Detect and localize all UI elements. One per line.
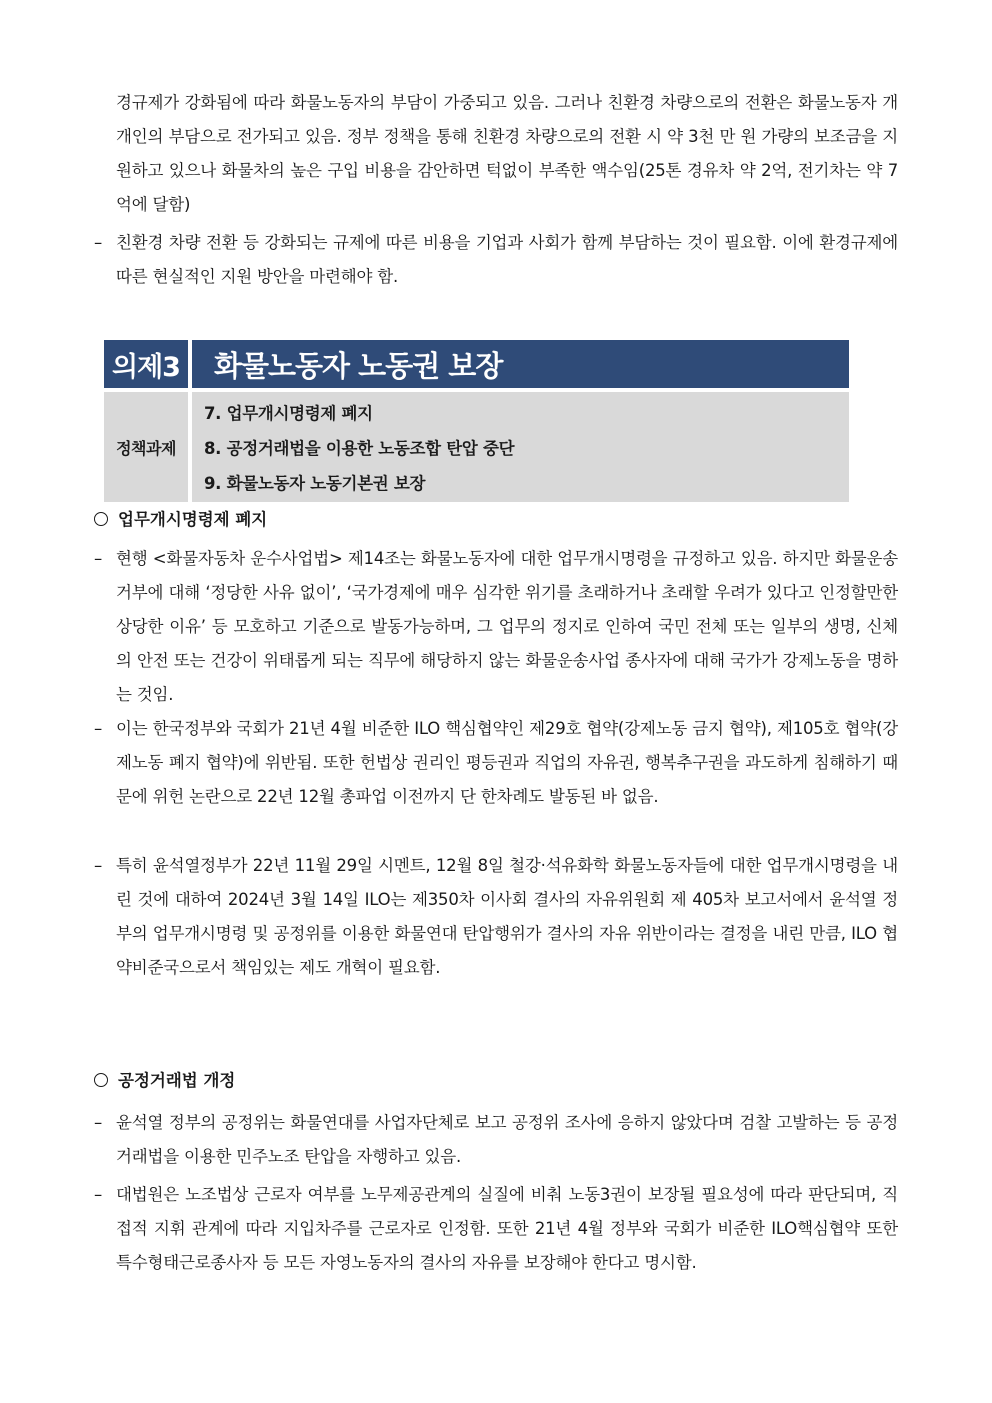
section-heading-text: 업무개시명령제 폐지 [118,510,268,529]
intro-bullet [94,226,898,294]
section-heading-2 [94,1066,235,1096]
policy-task-table [104,392,849,502]
dash-marker: – [94,1113,103,1132]
section1-bullet [94,712,898,814]
dash-marker: – [94,1185,103,1204]
section1-bullet [94,542,898,712]
policy-task-list [192,392,849,502]
circle-bullet-icon [94,512,108,526]
dash-marker: – [94,549,103,568]
section-heading-text: 공정거래법 개정 [118,1071,236,1090]
section1-bullet-text: 특히 윤석열정부가 22년 11월 29일 시멘트, 12월 8일 철강·석유화학 화물노동자들에 대한 업무개시명령을 내린 것에 대하여 2024년 3월 14일 ILO는 제350차 이사회 결사의 자유위원회 제 405차 보고서에서 윤석열 정부의 업무개시명령 및 공정위를 이용한 화물연대 탄압행위가 결사의 자유 위반이라는 결정을 내린 만큼, ILO 협약비준국으로서 책임있는 제도 개혁이 필요함. [116,856,898,977]
dash-marker: – [94,719,103,738]
policy-task-item: 7. 업무개시명령제 폐지 [204,404,373,423]
agenda-header [104,340,849,388]
agenda-number: 의제3 [104,340,188,388]
policy-task-item: 9. 화물노동자 노동기본권 보장 [204,474,426,493]
agenda-title: 화물노동자 노동권 보장 [192,340,849,388]
policy-task-label: 정책과제 [104,392,188,502]
section2-bullet [94,1106,898,1174]
section1-bullet-text: 이는 한국정부와 국회가 21년 4월 비준한 ILO 핵심협약인 제29호 협약(강제노동 금지 협약), 제105호 협약(강제노동 폐지 협약)에 위반됨. 또한 헌법상 권리인 평등권과 직업의 자유권, 행복추구권을 과도하게 침해하기 때문에 위헌 논란으로 22년 12월 총파업 이전까지 단 한차례도 발동된 바 없음. [116,719,898,806]
section1-bullet-text: 현행 <화물자동차 운수사업법> 제14조는 화물노동자에 대한 업무개시명령을 규정하고 있음. 하지만 화물운송 거부에 대해 ‘정당한 사유 없이’, ‘국가경제에 매우 심각한 위기를 초래하거나 초래할 우려가 있다고 인정할만한 상당한 이유’ 등 모호하고 기준으로 발동가능하며, 그 업무의 정지로 인하여 국민 전체 또는 일부의 생명, 신체의 안전 또는 건강이 위태롭게 되는 직무에 해당하지 않는 화물운송사업 종사자에 대해 국가가 강제노동을 명하는 것임. [116,549,898,704]
intro-continuation-paragraph: 경규제가 강화됨에 따라 화물노동자의 부담이 가중되고 있음. 그러나 친환경 차량으로의 전환은 화물노동자 개개인의 부담으로 전가되고 있음. 정부 정책을 통해 친환경 차량으로의 전환 시 약 3천 만 원 가량의 보조금을 지원하고 있으나 화물차의 높은 구입 비용을 감안하면 턱없이 부족한 액수임(25톤 경유차 약 2억, 전기차는 약 7억에 달함) [116,93,898,214]
section1-bullet [94,849,898,985]
section2-bullet-text: 윤석열 정부의 공정위는 화물연대를 사업자단체로 보고 공정위 조사에 응하지 않았다며 검찰 고발하는 등 공정거래법을 이용한 민주노조 탄압을 자행하고 있음. [116,1113,898,1166]
circle-bullet-icon [94,1073,108,1087]
intro-bullet-text: 친환경 차량 전환 등 강화되는 규제에 따른 비용을 기업과 사회가 함께 부담하는 것이 필요함. 이에 환경규제에 따른 현실적인 지원 방안을 마련해야 함. [116,233,898,286]
dash-marker: – [94,856,103,875]
section2-bullet [94,1178,898,1280]
section-heading-1 [94,505,267,535]
policy-task-item: 8. 공정거래법을 이용한 노동조합 탄압 중단 [204,439,515,458]
dash-marker: – [94,233,103,252]
section2-bullet-text: 대법원은 노조법상 근로자 여부를 노무제공관계의 실질에 비춰 노동3권이 보장될 필요성에 따라 판단되며, 직접적 지휘 관계에 따라 지입차주를 근로자로 인정함. 또한 21년 4월 정부와 국회가 비준한 ILO핵심협약 또한 특수형태근로종사자 등 모든 자영노동자의 결사의 자유를 보장해야 한다고 명시함. [116,1185,898,1272]
